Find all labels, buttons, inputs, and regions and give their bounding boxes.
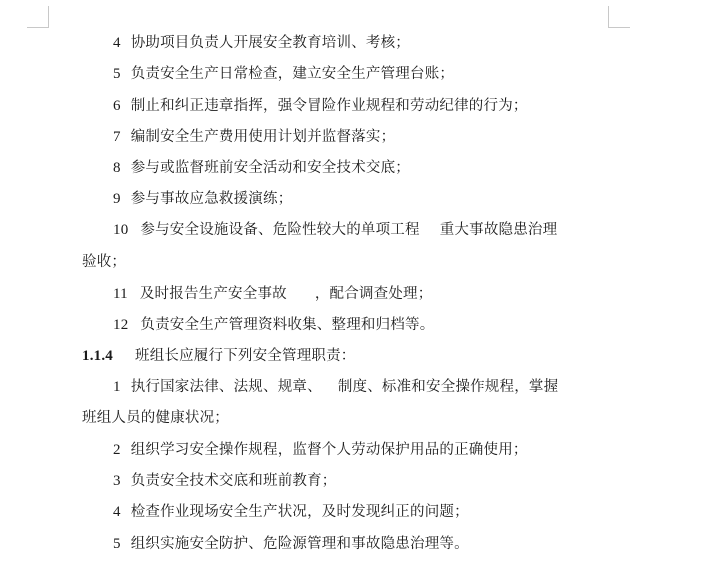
item-number: 11 [113,286,128,302]
list-item [113,502,469,522]
item-number: 6 [113,98,121,114]
list-item [113,189,292,209]
item-text: 组织实施安全防护、危险源管理和事故隐患治理等。 [130,536,469,552]
item-text: 负责安全生产管理资料收集、整理和归档等。 [140,317,435,333]
item-text: 制止和纠正违章指挥，强令冒险作业规程和劳动纪律的行为； [130,98,528,114]
item-number: 4 [113,35,121,51]
item-number: 5 [113,536,121,552]
item-text: 检查作业现场安全生产状况，及时发现纠正的问题； [130,504,469,520]
item-number: 2 [113,442,121,458]
list-item [113,96,528,116]
item-number: 9 [113,191,121,207]
item-text-continued: ，配合调查处理； [314,286,433,302]
item-number: 5 [113,66,121,82]
item-text: 参与或监督班前安全活动和安全技术交底； [130,160,411,176]
list-item [113,471,337,491]
item-number: 4 [113,504,121,520]
item-text-continued: 重大事故隐患治理 [439,222,558,238]
item-text: 参与安全设施设备、危险性较大的单项工程 [140,222,420,238]
list-item [113,534,469,554]
item-text: 及时报告生产安全事故 [139,286,287,302]
item-number: 1 [113,379,121,395]
item-number: 10 [113,222,129,238]
item-text: 负责安全技术交底和班前教育； [130,473,337,489]
item-text-wrapped: 班组人员的健康状况； [82,410,229,426]
item-text-wrapped: 验收； [82,254,127,270]
item-text: 编制安全生产费用使用计划并监督落实； [130,129,396,145]
item-number: 3 [113,473,121,489]
item-text: 组织学习安全操作规程，监督个人劳动保护用品的正确使用； [130,442,528,458]
list-item [113,284,432,304]
item-text: 负责安全生产日常检查，建立安全生产管理台账； [130,66,455,82]
item-text-continued: 制度、标准和安全操作规程，掌握 [337,379,559,395]
list-item [113,220,557,240]
item-text: 参与事故应急救援演练； [130,191,293,207]
list-item [113,377,558,397]
list-item-wrap [82,252,126,272]
item-text: 执行国家法律、法规、规章、 [130,379,322,395]
section-heading [82,346,356,366]
list-item [113,315,434,335]
item-number: 12 [113,317,129,333]
section-title: 班组长应履行下列安全管理职责： [135,348,356,364]
list-item [113,440,528,460]
list-item [113,158,410,178]
list-item [113,33,410,53]
list-item [113,127,395,147]
item-number: 8 [113,160,121,176]
section-number: 1.1.4 [82,348,113,364]
item-text: 协助项目负责人开展安全教育培训、考核； [130,35,411,51]
list-item [113,64,454,84]
list-item-wrap [82,408,229,428]
item-number: 7 [113,129,121,145]
